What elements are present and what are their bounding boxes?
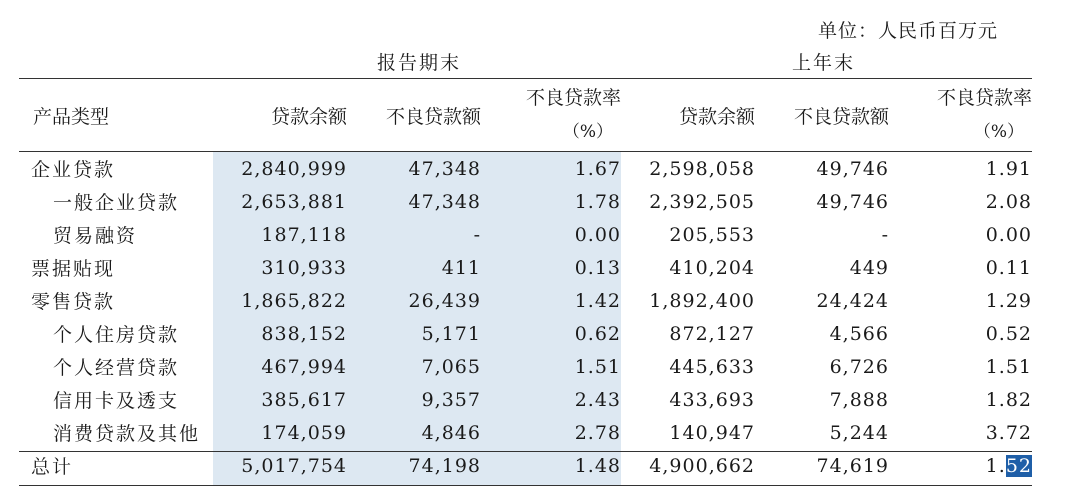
- loan-quality-table: [19, 78, 1032, 482]
- selected-text[interactable]: 52: [1005, 454, 1032, 477]
- cell-previous-balance: 445,633: [669, 355, 755, 378]
- total-previous-balance: 4,900,662: [649, 454, 755, 477]
- cell-current-balance: 2,840,999: [241, 157, 347, 180]
- cell-current-balance: 2,653,881: [241, 190, 347, 213]
- col-header-current-npl: 不良贷款额: [385, 105, 481, 128]
- cell-current-npl: 411: [441, 256, 481, 279]
- group-header-current: 报告期末: [377, 52, 462, 74]
- total-row: [19, 449, 1032, 482]
- cell-current-npl: 47,348: [408, 190, 481, 213]
- table-row: [19, 317, 1032, 350]
- cell-previous-npl-ratio: 0.11: [985, 256, 1032, 279]
- cell-current-balance: 174,059: [261, 421, 347, 444]
- npl-ratio-label: 不良贷款率: [936, 87, 1032, 109]
- cell-previous-npl-ratio: 0.00: [985, 223, 1032, 246]
- table-row: [19, 185, 1032, 218]
- unit-label: 单位：人民币百万元: [817, 20, 998, 42]
- cell-previous-npl: 7,888: [829, 388, 889, 411]
- cell-previous-balance: 205,553: [669, 223, 755, 246]
- cell-previous-npl-ratio: 1.51: [985, 355, 1032, 378]
- cell-current-npl-ratio: 0.62: [574, 322, 621, 345]
- total-previous-npl-ratio[interactable]: [889, 449, 1032, 482]
- col-header-type: 产品类型: [33, 105, 110, 128]
- table-row: [19, 383, 1032, 416]
- cell-previous-npl: 4,566: [829, 322, 889, 345]
- total-previous-npl: 74,619: [816, 454, 889, 477]
- table-row: [19, 416, 1032, 449]
- row-label: 一般企业贷款: [53, 192, 180, 214]
- cell-previous-balance: 410,204: [669, 256, 755, 279]
- table-row: [19, 350, 1032, 383]
- cell-current-npl-ratio: 1.67: [574, 157, 621, 180]
- row-label: 个人经营贷款: [53, 357, 180, 379]
- cell-previous-balance: 872,127: [669, 322, 755, 345]
- cell-previous-balance: 1,892,400: [649, 289, 755, 312]
- row-label: 消费贷款及其他: [53, 423, 201, 445]
- ratio-prefix: 1.: [985, 454, 1006, 477]
- cell-current-balance: 838,152: [261, 322, 347, 345]
- cell-current-npl-ratio: 0.13: [574, 256, 621, 279]
- cell-current-npl-ratio: 0.00: [574, 223, 621, 246]
- cell-previous-balance: 2,392,505: [649, 190, 755, 213]
- cell-current-npl: -: [473, 223, 481, 246]
- table-row: [19, 218, 1032, 251]
- cell-current-balance: 385,617: [261, 388, 347, 411]
- row-label: 信用卡及透支: [53, 390, 180, 412]
- cell-previous-npl: 5,244: [829, 421, 889, 444]
- cell-previous-npl: 6,726: [829, 355, 889, 378]
- col-header-current-balance: 贷款余额: [270, 105, 347, 128]
- pct-unit-label: （%）: [562, 122, 613, 142]
- col-header-previous-npl: 不良贷款额: [793, 105, 889, 128]
- cell-current-balance: 187,118: [261, 223, 347, 246]
- row-label: 贸易融资: [53, 225, 138, 247]
- cell-current-npl-ratio: 1.78: [574, 190, 621, 213]
- cell-previous-balance: 2,598,058: [649, 157, 755, 180]
- col-header-previous-balance: 贷款余额: [678, 105, 755, 128]
- group-header-previous: 上年末: [792, 52, 856, 74]
- cell-current-npl-ratio: 2.43: [574, 388, 621, 411]
- cell-previous-npl: 24,424: [816, 289, 889, 312]
- cell-current-npl-ratio: 2.78: [574, 421, 621, 444]
- table-bottom-rule: [19, 485, 1032, 486]
- table-header-row: [19, 78, 1032, 152]
- cell-previous-balance: 433,693: [669, 388, 755, 411]
- cell-current-npl-ratio: 1.51: [574, 355, 621, 378]
- cell-previous-npl-ratio: 1.29: [985, 289, 1032, 312]
- pct-unit-label: （%）: [973, 122, 1024, 142]
- cell-current-npl: 9,357: [421, 388, 481, 411]
- cell-current-npl-ratio: 1.42: [574, 289, 621, 312]
- total-current-balance: 5,017,754: [241, 454, 347, 477]
- cell-current-npl: 7,065: [421, 355, 481, 378]
- cell-previous-npl: -: [881, 223, 889, 246]
- col-header-previous-npl-ratio: [889, 78, 1032, 152]
- cell-previous-npl-ratio: 3.72: [985, 421, 1032, 444]
- cell-previous-npl-ratio: 1.91: [985, 157, 1032, 180]
- table-row: [19, 251, 1032, 284]
- npl-ratio-label: 不良贷款率: [525, 87, 621, 109]
- total-label: 总计: [31, 456, 74, 478]
- cell-previous-npl: 449: [849, 256, 889, 279]
- col-header-current-npl-ratio: [481, 78, 621, 152]
- cell-current-balance: 1,865,822: [241, 289, 347, 312]
- total-current-npl-ratio: 1.48: [574, 454, 621, 477]
- table-row: [19, 152, 1032, 185]
- cell-previous-npl-ratio: 1.82: [985, 388, 1032, 411]
- cell-current-npl: 4,846: [421, 421, 481, 444]
- row-label: 个人住房贷款: [53, 324, 180, 346]
- row-label: 票据贴现: [31, 258, 116, 280]
- cell-current-npl: 47,348: [408, 157, 481, 180]
- row-label: 企业贷款: [31, 159, 116, 181]
- row-label: 零售贷款: [31, 291, 116, 313]
- cell-previous-balance: 140,947: [669, 421, 755, 444]
- cell-current-balance: 310,933: [261, 256, 347, 279]
- total-current-npl: 74,198: [408, 454, 481, 477]
- cell-previous-npl: 49,746: [816, 190, 889, 213]
- cell-previous-npl-ratio: 2.08: [985, 190, 1032, 213]
- cell-previous-npl: 49,746: [816, 157, 889, 180]
- table-row: [19, 284, 1032, 317]
- cell-current-npl: 26,439: [408, 289, 481, 312]
- cell-previous-npl-ratio: 0.52: [985, 322, 1032, 345]
- cell-current-balance: 467,994: [261, 355, 347, 378]
- cell-current-npl: 5,171: [421, 322, 481, 345]
